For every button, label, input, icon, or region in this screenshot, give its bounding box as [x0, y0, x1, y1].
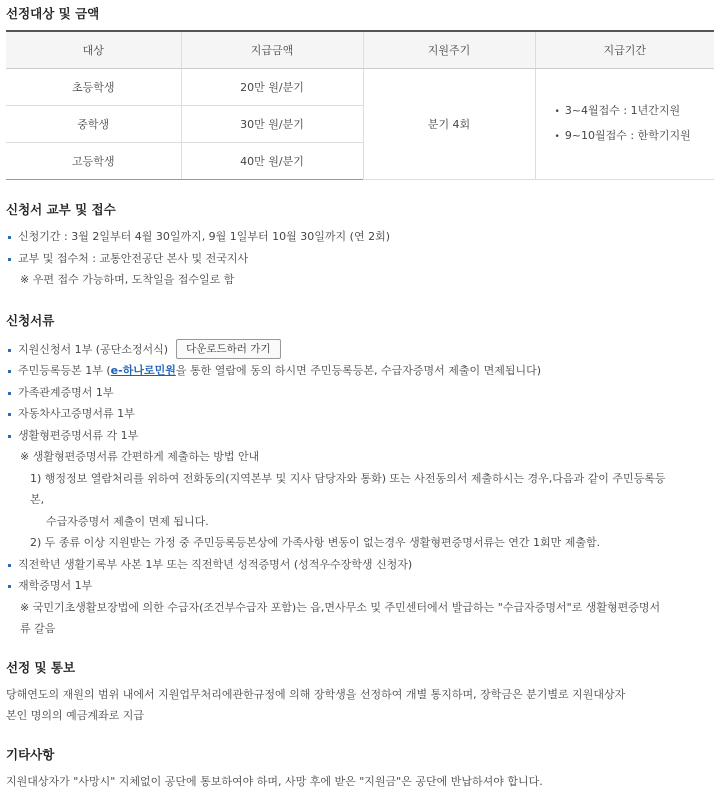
amount-cell: 20만 원/분기: [181, 69, 363, 106]
target-cell: 중학생: [6, 106, 181, 143]
table-header-row: [6, 31, 714, 69]
period-item: • 3~4월접수 : 1년간지원: [555, 99, 714, 124]
amount-cell: 30만 원/분기: [181, 106, 363, 143]
table-header: 지급금액: [181, 31, 363, 69]
sub-note: 수급자증명서 제출이 면제 됩니다.: [6, 511, 714, 533]
list-item: [6, 339, 714, 361]
amount-cell: 40만 원/분기: [181, 143, 363, 180]
list-item: 생활형편증명서류 각 1부: [6, 425, 714, 447]
section-title-docs: 신청서류: [6, 311, 714, 329]
note: ※ 우편 접수 가능하며, 도착일을 접수일로 함: [6, 269, 714, 291]
cycle-cell: 분기 4회: [363, 69, 535, 180]
table-header: 지원주기: [363, 31, 535, 69]
list-item-label: 을 통한 열람에 동의 하시면 주민등록등본, 수급자증명서 제출이 면제됩니다): [176, 364, 541, 377]
paragraph-line: 당해연도의 재원의 범위 내에서 지원업무처리에관한규정에 의해 장학생을 선정하여 개별 통지하며, 장학금은 분기별로 지원대상자: [6, 688, 625, 701]
download-button[interactable]: 다운로드하러 가기: [176, 339, 280, 359]
table-row: [6, 69, 714, 106]
e-hanaro-link[interactable]: e-하나로민원: [111, 364, 176, 377]
target-cell: 고등학생: [6, 143, 181, 180]
target-cell: 초등학생: [6, 69, 181, 106]
list-item: 직전학년 생활기록부 사본 1부 또는 직전학년 성적증명서 (성적우수장학생 신청자): [6, 554, 714, 576]
list-item: 가족관계증명서 1부: [6, 382, 714, 404]
note: 류 갈음: [6, 618, 714, 640]
note: ※ 생활형편증명서류 간편하게 제출하는 방법 안내: [6, 446, 714, 468]
sub-note: 1) 행정정보 열람처리를 위하여 전화동의(지역본부 및 지사 담당자와 통화) 또는 사전동의서 제출하시는 경우,다음과 같이 주민등록등: [6, 468, 714, 490]
period-cell: [535, 69, 714, 180]
list-item: 자동차사고증명서류 1부: [6, 403, 714, 425]
list-item: 재학증명서 1부: [6, 575, 714, 597]
section-title-target: 선정대상 및 금액: [6, 4, 714, 22]
table-header: 대상: [6, 31, 181, 69]
paragraph-line: 지원대상자가 "사망시" 지체없이 공단에 통보하여야 하며, 사망 후에 받은 "지원금"은 공단에 반납하셔야 합니다.: [6, 771, 714, 792]
amount-table: [6, 30, 714, 180]
table-header: 지급기간: [535, 31, 714, 69]
period-item: • 9~10월접수 : 한학기지원: [555, 124, 714, 149]
section-title-etc: 기타사항: [6, 745, 714, 763]
list-item-label: 지원신청서 1부 (공단소정서식): [18, 343, 168, 356]
sub-note: 2) 두 종류 이상 지원받는 가정 중 주민등록등본상에 가족사항 변동이 없는경우 생활형편증명서류는 연간 1회만 제출함.: [6, 532, 714, 554]
list-item: [6, 360, 714, 382]
list-item: 교부 및 접수처 : 교통안전공단 본사 및 전국지사: [6, 248, 714, 270]
paragraph-line: 본인 명의의 예금계좌로 지급: [6, 709, 144, 722]
list-item-label: 주민등록등본 1부 (: [18, 364, 111, 377]
section-title-submit: 신청서 교부 및 접수: [6, 200, 714, 218]
note: ※ 국민기초생활보장법에 의한 수급자(조건부수급자 포함)는 읍,면사무소 및 주민센터에서 발급하는 "수급자증명서"로 생활형편증명서: [6, 597, 714, 619]
sub-note: 본,: [6, 489, 714, 511]
section-title-select: 선정 및 통보: [6, 658, 714, 676]
list-item: 신청기간 : 3월 2일부터 4월 30일까지, 9월 1일부터 10월 30일까지 (연 2회): [6, 226, 714, 248]
